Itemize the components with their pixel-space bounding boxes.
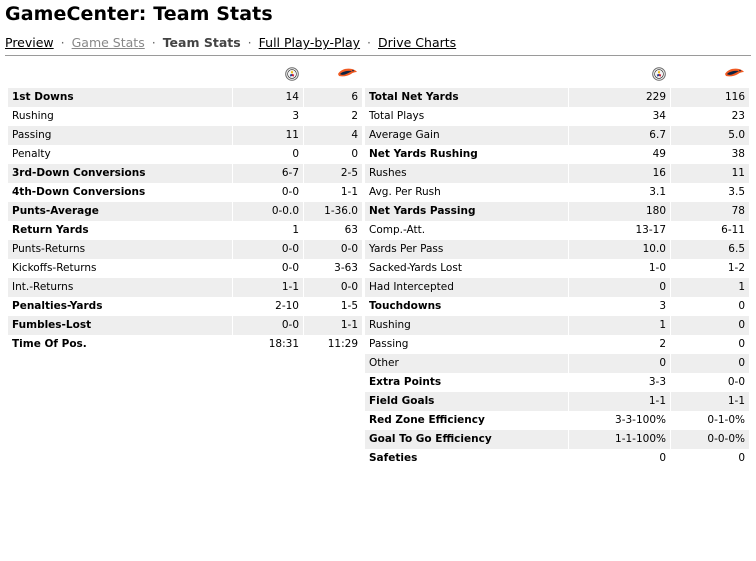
home-team-value: 180	[568, 202, 670, 221]
away-team-value: 0	[670, 449, 749, 468]
away-team-value: 0	[670, 335, 749, 354]
away-team-value: 78	[670, 202, 749, 221]
stat-row	[8, 259, 362, 278]
page-title: GameCenter: Team Stats	[5, 3, 273, 25]
stat-label: Penalties-Yards	[12, 300, 103, 312]
home-team-value: 0	[568, 278, 670, 297]
nav-preview[interactable]: Preview	[5, 35, 54, 50]
stat-row	[8, 316, 362, 335]
stat-row	[365, 335, 749, 354]
stat-row	[8, 164, 362, 183]
stat-label: Touchdowns	[369, 300, 442, 312]
home-team-column-header	[232, 66, 303, 88]
home-team-value: 1	[568, 316, 670, 335]
stat-label: Field Goals	[365, 392, 568, 411]
stat-row	[8, 126, 362, 145]
home-team-value: 6.7	[568, 126, 670, 145]
stat-label: Average Gain	[365, 126, 568, 145]
away-team-value: 63	[303, 221, 362, 240]
header-spacer	[365, 66, 568, 88]
header-spacer	[8, 66, 232, 88]
home-team-value: 229	[568, 88, 670, 107]
stat-label: Had Intercepted	[365, 278, 568, 297]
away-team-value: 0-0-0%	[670, 430, 749, 449]
stat-label: Time Of Pos.	[12, 338, 87, 350]
home-team-value: 0-0	[232, 183, 303, 202]
home-team-value: 18:31	[232, 335, 303, 354]
stat-row	[8, 88, 362, 107]
home-team-value: 0	[568, 354, 670, 373]
stat-row	[365, 449, 749, 468]
stat-row	[365, 88, 749, 107]
stat-row	[365, 107, 749, 126]
steelers-logo-icon	[652, 67, 666, 88]
home-team-value: 49	[568, 145, 670, 164]
away-team-column-header	[303, 66, 362, 88]
stat-row	[365, 392, 749, 411]
away-team-value: 1-2	[670, 259, 749, 278]
away-team-value: 3.5	[670, 183, 749, 202]
stat-row	[365, 126, 749, 145]
away-team-value: 6.5	[670, 240, 749, 259]
away-team-value: 11:29	[303, 335, 362, 354]
home-team-value: 10.0	[568, 240, 670, 259]
home-team-value: 0-0	[232, 259, 303, 278]
stat-label: 3rd-Down Conversions	[8, 164, 232, 183]
stat-row	[8, 297, 362, 316]
stat-label: Punts-Average	[8, 202, 232, 221]
stat-row	[365, 316, 749, 335]
gamecenter-nav	[5, 35, 456, 50]
home-team-value: 1-1	[232, 278, 303, 297]
broncos-logo-icon	[723, 67, 745, 86]
away-team-value: 1	[670, 278, 749, 297]
stat-row	[365, 411, 749, 430]
stat-label: Comp.-Att.	[369, 224, 426, 236]
nav-full-play-by-play[interactable]: Full Play-by-Play	[258, 35, 361, 50]
stat-row	[8, 240, 362, 259]
stat-row	[8, 202, 362, 221]
stat-label: Penalty	[12, 148, 51, 160]
stat-label: Net Yards Rushing	[369, 148, 478, 160]
home-team-value: 0-0	[232, 240, 303, 259]
away-team-value: 0	[670, 354, 749, 373]
home-team-value: 2-10	[232, 297, 303, 316]
nav-separator: ·	[367, 35, 372, 50]
stat-label: Return Yards	[12, 224, 89, 236]
home-team-value: 2	[568, 335, 670, 354]
home-team-value: 14	[232, 88, 303, 107]
stat-label: 1st Downs	[8, 88, 232, 107]
home-team-value: 1-1-100%	[568, 430, 670, 449]
away-team-value: 0	[303, 145, 362, 164]
away-team-value: 1-1	[670, 392, 749, 411]
stat-label: Goal To Go Efficiency	[365, 430, 568, 449]
away-team-value: 0	[670, 316, 749, 335]
home-team-value: 34	[568, 107, 670, 126]
away-team-value: 4	[303, 126, 362, 145]
home-team-value: 13-17	[568, 221, 670, 240]
away-team-value: 6-11	[670, 221, 749, 240]
away-team-column-header	[670, 66, 749, 88]
home-team-value: 1-0	[568, 259, 670, 278]
stat-label: Kickoffs-Returns	[12, 262, 97, 274]
stat-label: Passing	[8, 126, 232, 145]
away-team-value: 0-1-0%	[670, 411, 749, 430]
stat-label: Fumbles-Lost	[8, 316, 232, 335]
stat-label: Rushing	[365, 316, 568, 335]
home-team-column-header	[568, 66, 670, 88]
stat-row	[365, 221, 749, 240]
header-divider	[5, 55, 751, 56]
stat-row	[8, 278, 362, 297]
left-team-header-row	[8, 66, 362, 88]
stat-row	[365, 278, 749, 297]
away-team-value: 0-0	[303, 278, 362, 297]
stat-row	[365, 354, 749, 373]
stat-row	[365, 145, 749, 164]
home-team-value: 0	[232, 145, 303, 164]
stat-label: Avg. Per Rush	[369, 186, 441, 198]
stat-row	[365, 202, 749, 221]
stat-label: Passing	[369, 338, 409, 350]
home-team-value: 1	[232, 221, 303, 240]
team-stats-table-right	[365, 66, 749, 468]
stat-label: Rushes	[365, 164, 568, 183]
stat-label: Punts-Returns	[8, 240, 232, 259]
stat-label: Net Yards Passing	[365, 202, 568, 221]
nav-game-stats[interactable]: Game Stats	[71, 35, 145, 50]
home-team-value: 3	[232, 107, 303, 126]
stat-label: Sacked-Yards Lost	[369, 262, 462, 274]
steelers-logo-icon	[285, 67, 299, 88]
away-team-value: 116	[670, 88, 749, 107]
away-team-value: 3-63	[303, 259, 362, 278]
stat-label: Int.-Returns	[8, 278, 232, 297]
stat-label: Red Zone Efficiency	[369, 414, 485, 426]
stat-label: Rushing	[12, 110, 54, 122]
home-team-value: 3-3	[568, 373, 670, 392]
stat-label: Extra Points	[369, 376, 442, 388]
home-team-value: 1-1	[568, 392, 670, 411]
stat-row	[365, 164, 749, 183]
away-team-value: 1-5	[303, 297, 362, 316]
stat-label: Other	[365, 354, 568, 373]
home-team-value: 11	[232, 126, 303, 145]
away-team-value: 1-1	[303, 183, 362, 202]
away-team-value: 2-5	[303, 164, 362, 183]
stat-row	[8, 107, 362, 126]
home-team-value: 3.1	[568, 183, 670, 202]
away-team-value: 0-0	[303, 240, 362, 259]
away-team-value: 38	[670, 145, 749, 164]
team-stats-table-left	[8, 66, 362, 354]
home-team-value: 0-0	[232, 316, 303, 335]
right-team-header-row	[365, 66, 749, 88]
away-team-value: 23	[670, 107, 749, 126]
nav-team-stats: Team Stats	[162, 35, 241, 50]
home-team-value: 3-3-100%	[568, 411, 670, 430]
away-team-value: 1-36.0	[303, 202, 362, 221]
stat-label: Safeties	[369, 452, 418, 464]
home-team-value: 0	[568, 449, 670, 468]
stat-label: Total Plays	[369, 110, 425, 122]
nav-separator: ·	[151, 35, 156, 50]
away-team-value: 6	[303, 88, 362, 107]
nav-drive-charts[interactable]: Drive Charts	[378, 35, 457, 50]
stat-row	[365, 240, 749, 259]
stat-row	[365, 373, 749, 392]
home-team-value: 16	[568, 164, 670, 183]
stat-label: Yards Per Pass	[365, 240, 568, 259]
stat-row	[365, 297, 749, 316]
nav-separator: ·	[247, 35, 252, 50]
away-team-value: 11	[670, 164, 749, 183]
stat-row	[8, 335, 362, 354]
stat-row	[8, 221, 362, 240]
stat-row	[8, 145, 362, 164]
stat-row	[365, 183, 749, 202]
away-team-value: 0	[670, 297, 749, 316]
away-team-value: 5.0	[670, 126, 749, 145]
stat-label: Total Net Yards	[365, 88, 568, 107]
away-team-value: 1-1	[303, 316, 362, 335]
broncos-logo-icon	[336, 67, 358, 86]
stat-label: 4th-Down Conversions	[12, 186, 146, 198]
home-team-value: 0-0.0	[232, 202, 303, 221]
stat-row	[365, 430, 749, 449]
away-team-value: 2	[303, 107, 362, 126]
stat-row	[365, 259, 749, 278]
home-team-value: 3	[568, 297, 670, 316]
home-team-value: 6-7	[232, 164, 303, 183]
stat-row	[8, 183, 362, 202]
nav-separator: ·	[60, 35, 65, 50]
away-team-value: 0-0	[670, 373, 749, 392]
